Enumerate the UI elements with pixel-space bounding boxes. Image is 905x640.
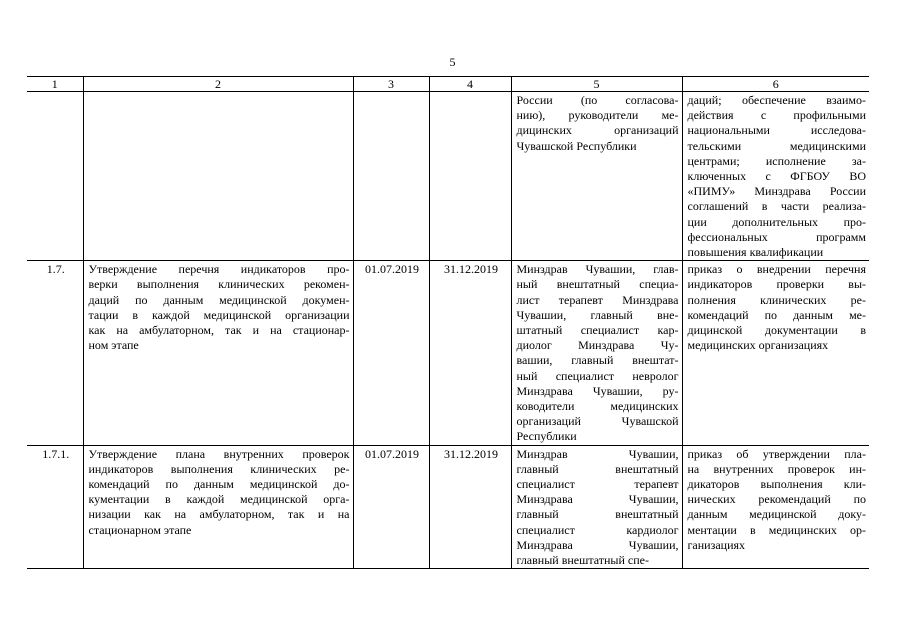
text-line: специалист терапевт bbox=[516, 477, 679, 492]
text-line: Утверждение плана внутренних проверок bbox=[88, 446, 350, 461]
text-line: комендаций по данным медицинской до- bbox=[88, 477, 350, 492]
text-line: дицинской документации в bbox=[687, 323, 866, 338]
text-line: ководители медицинских bbox=[516, 399, 679, 414]
text-line: Чувашии, главный вне- bbox=[516, 307, 679, 322]
text-line: полнения клинических ре- bbox=[687, 292, 866, 307]
text-line: главный внештатный bbox=[516, 461, 679, 476]
text-line: штатный специалист кар- bbox=[516, 323, 679, 338]
text-line: Минздрава Чувашии, ру- bbox=[516, 383, 679, 398]
responsible-cell bbox=[511, 92, 682, 261]
text-line: стационарном этапе bbox=[88, 522, 192, 537]
responsible-cell bbox=[511, 445, 682, 569]
text-line: соглашений в части реализа- bbox=[687, 199, 866, 214]
text-line: нических рекомендаций по bbox=[687, 492, 866, 507]
page-number: 5 bbox=[449, 55, 456, 69]
table-row bbox=[27, 261, 869, 445]
start-date-cell: 01.07.2019 bbox=[353, 445, 429, 569]
text-line: дикаторов выполнения кли- bbox=[687, 477, 866, 492]
text-line: верки выполнения клинических рекомен- bbox=[88, 277, 350, 292]
text-line: главный внештатный bbox=[516, 507, 679, 522]
row-number-cell: 1.7.1. bbox=[27, 445, 83, 569]
text-line: ции дополнительных про- bbox=[687, 214, 866, 229]
end-date-cell bbox=[429, 92, 511, 261]
text-line: России (по согласова- bbox=[516, 93, 679, 107]
text-line: ный внештатный специа- bbox=[516, 277, 679, 292]
table-row bbox=[27, 445, 869, 569]
text-line: Минздрав Чувашии, bbox=[516, 446, 679, 461]
text-line: повышения квалификации bbox=[687, 245, 824, 260]
text-line: ный специалист невролог bbox=[516, 368, 679, 383]
result-cell bbox=[682, 445, 869, 569]
end-date-cell: 31.12.2019 bbox=[429, 445, 511, 569]
text-line: приказ об утверждении пла- bbox=[687, 446, 866, 461]
text-line: ключенных с ФГБОУ ВО bbox=[687, 169, 866, 184]
start-date-cell bbox=[353, 92, 429, 261]
text-line: ментации в медицинских ор- bbox=[687, 522, 866, 537]
column-header: 4 bbox=[429, 77, 511, 92]
column-number-row bbox=[27, 77, 869, 92]
column-header: 2 bbox=[83, 77, 353, 92]
text-line: даций по данным медицинской докумен- bbox=[88, 292, 350, 307]
event-name-cell bbox=[83, 261, 353, 445]
column-header: 5 bbox=[511, 77, 682, 92]
text-line: медицинских организациях bbox=[687, 338, 829, 353]
text-line: специалист кардиолог bbox=[516, 522, 679, 537]
event-name-cell bbox=[83, 92, 353, 261]
text-line: лист терапевт Минздрава bbox=[516, 292, 679, 307]
event-name-cell bbox=[83, 445, 353, 569]
end-date-cell: 31.12.2019 bbox=[429, 261, 511, 445]
row-number-cell bbox=[27, 92, 83, 261]
text-line: действия с профильными bbox=[687, 108, 866, 123]
row-number-cell: 1.7. bbox=[27, 261, 83, 445]
text-line: данным медицинской доку- bbox=[687, 507, 866, 522]
text-line: как на амбулаторном, так и на стационар- bbox=[88, 323, 350, 338]
text-line: главный внештатный спе- bbox=[516, 553, 649, 568]
text-line: даций; обеспечение взаимо- bbox=[687, 93, 866, 107]
column-header: 3 bbox=[353, 77, 429, 92]
text-line: «ПИМУ» Минздрава России bbox=[687, 184, 866, 199]
text-line: комендаций по данным ме- bbox=[687, 307, 866, 322]
column-header: 6 bbox=[682, 77, 869, 92]
result-cell bbox=[682, 92, 869, 261]
table-row bbox=[27, 92, 869, 261]
text-line: индикаторов проверки вы- bbox=[687, 277, 866, 292]
text-line: тации в каждой медицинской организации bbox=[88, 307, 350, 322]
text-line: приказ о внедрении перечня bbox=[687, 262, 866, 277]
text-line: Минздрав Чувашии, глав- bbox=[516, 262, 679, 277]
text-line: организаций Чувашской bbox=[516, 414, 679, 429]
text-line: фессиональных программ bbox=[687, 229, 866, 244]
text-line: ганизациях bbox=[687, 537, 746, 552]
text-line: кументации в каждой медицинской орга- bbox=[88, 492, 350, 507]
plan-table bbox=[27, 76, 869, 569]
text-line: нию), руководители ме- bbox=[516, 108, 679, 123]
text-line: на внутренних проверок ин- bbox=[687, 461, 866, 476]
text-line: Чувашской Республики bbox=[516, 138, 637, 153]
text-line: вашии, главный внештат- bbox=[516, 353, 679, 368]
text-line: низации как на амбулаторном, так и на bbox=[88, 507, 350, 522]
text-line: дицинских организаций bbox=[516, 123, 679, 138]
text-line: Республики bbox=[516, 429, 577, 444]
result-cell bbox=[682, 261, 869, 445]
text-line: индикаторов выполнения клинических ре- bbox=[88, 461, 350, 476]
column-header: 1 bbox=[27, 77, 83, 92]
start-date-cell: 01.07.2019 bbox=[353, 261, 429, 445]
text-line: национальными исследова- bbox=[687, 123, 866, 138]
text-line: Минздрава Чувашии, bbox=[516, 492, 679, 507]
text-line: диолог Минздрава Чу- bbox=[516, 338, 679, 353]
responsible-cell bbox=[511, 261, 682, 445]
text-line: Минздрава Чувашии, bbox=[516, 537, 679, 552]
text-line: Утверждение перечня индикаторов про- bbox=[88, 262, 350, 277]
text-line: центрами; исполнение за- bbox=[687, 153, 866, 168]
text-line: тельскими медицинскими bbox=[687, 138, 866, 153]
text-line: ном этапе bbox=[88, 338, 139, 353]
